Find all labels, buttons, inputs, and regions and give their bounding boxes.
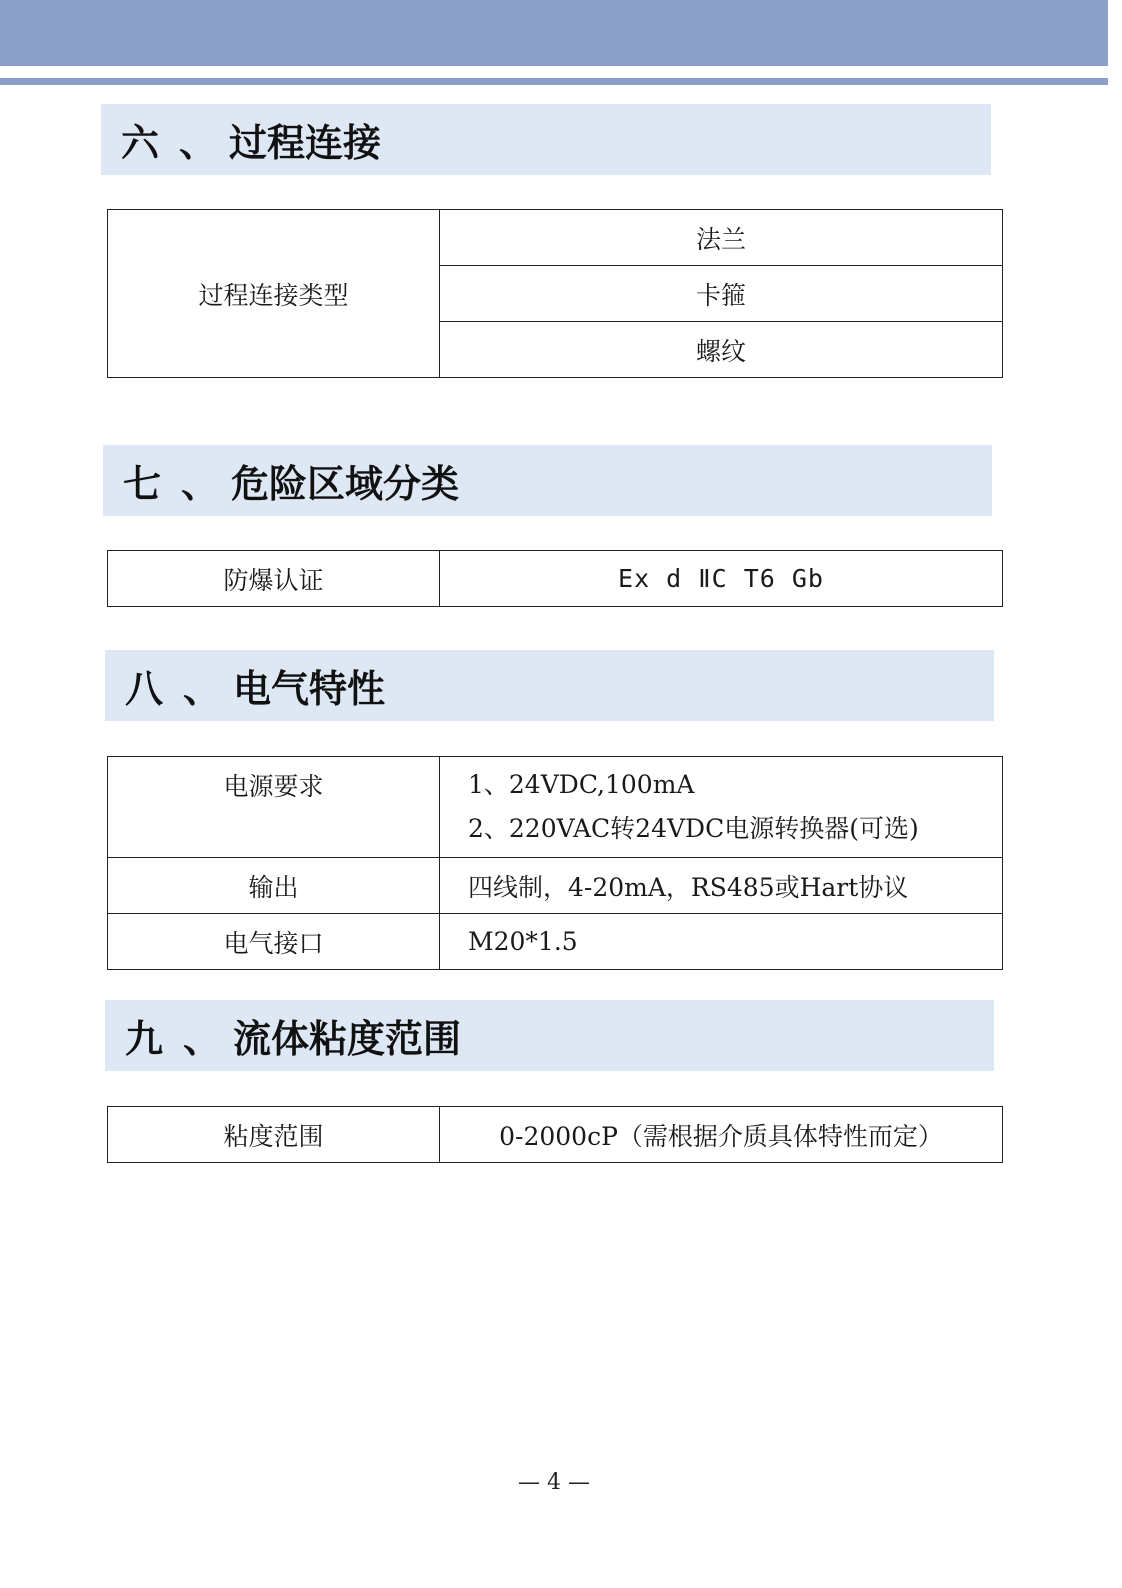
process-connection-type-label: 过程连接类型: [108, 210, 440, 378]
electrical-interface-value: M20*1.5: [440, 914, 1003, 970]
output-value: 四线制，4-20mA，RS485或Hart协议: [440, 858, 1003, 914]
section-6-title: 过程连接: [229, 121, 382, 165]
section-7-title: 危险区域分类: [231, 462, 460, 506]
section-6-separator: 、: [179, 121, 218, 165]
connection-flange: 法兰: [440, 210, 1003, 266]
electrical-interface-label: 电气接口: [108, 914, 440, 970]
section-7-header: [103, 445, 992, 516]
explosion-proof-value: Ex d ⅡC T6 Gb: [440, 551, 1003, 607]
section-9-title: 流体粘度范围: [233, 1017, 462, 1061]
section-8-header: [105, 650, 994, 721]
viscosity-range-value: 0-2000cP（需根据介质具体特性而定）: [440, 1107, 1003, 1163]
section-6-number: 六: [121, 121, 160, 165]
connection-thread: 螺纹: [440, 322, 1003, 378]
page-number: — 4 —: [518, 1470, 590, 1495]
section-7-separator: 、: [181, 462, 220, 506]
connection-clamp: 卡箍: [440, 266, 1003, 322]
section-9-number: 九: [125, 1017, 164, 1061]
section-9-header: [105, 1000, 994, 1071]
viscosity-range-label: 粘度范围: [108, 1107, 440, 1163]
section-6-header: [101, 104, 991, 175]
explosion-proof-label: 防爆认证: [108, 551, 440, 607]
output-label: 输出: [108, 858, 440, 914]
hazard-area-table: [107, 550, 1003, 607]
electrical-table: [107, 756, 1003, 970]
section-7-number: 七: [123, 462, 162, 506]
power-requirement-line-1: 1、24VDC,100mA: [468, 770, 695, 799]
section-9-separator: 、: [183, 1017, 222, 1061]
power-requirement-value: [440, 757, 1003, 858]
power-requirement-label: 电源要求: [108, 757, 440, 858]
section-8-number: 八: [125, 667, 164, 711]
top-header-band: [0, 0, 1108, 66]
process-connection-table: [107, 209, 1003, 378]
section-8-separator: 、: [183, 667, 222, 711]
top-header-line: [0, 78, 1108, 85]
section-8-title: 电气特性: [233, 667, 386, 711]
viscosity-table: [107, 1106, 1003, 1163]
power-requirement-line-2: 2、220VAC转24VDC电源转换器(可选): [468, 814, 919, 843]
